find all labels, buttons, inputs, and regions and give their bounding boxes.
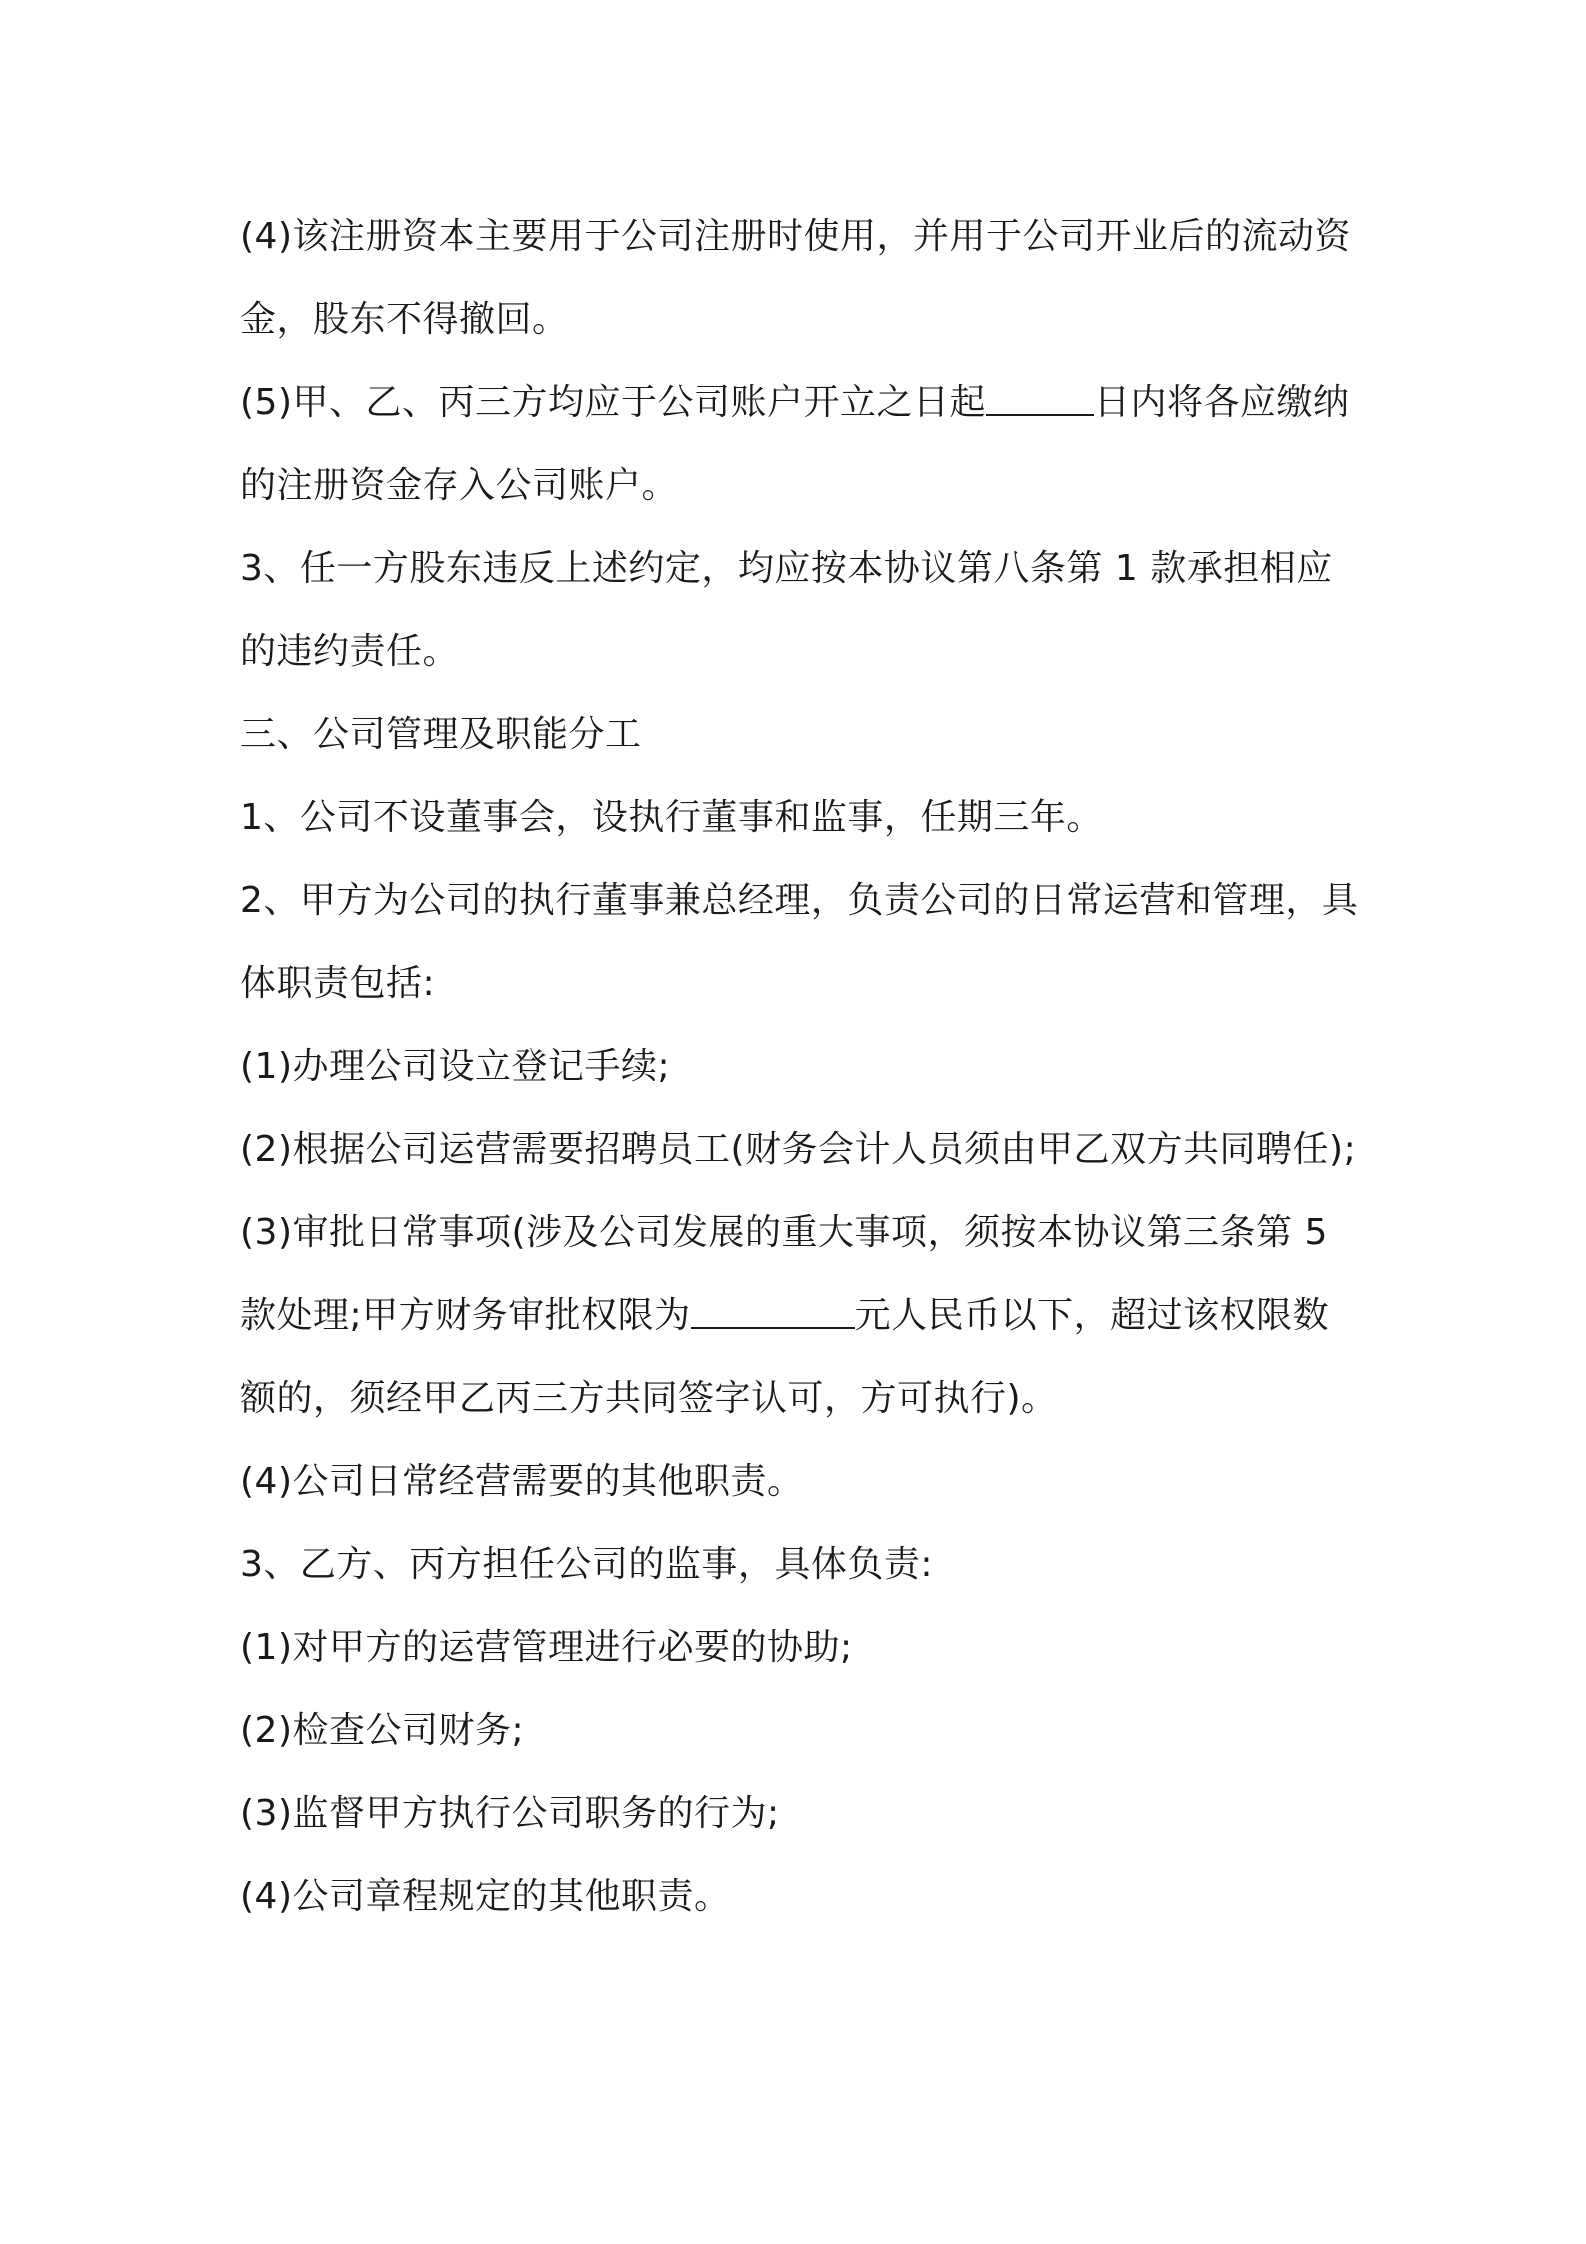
fill-in-blank-days xyxy=(986,384,1094,416)
paragraph-supervisors: 3、乙方、丙方担任公司的监事，具体负责: xyxy=(240,1544,934,1585)
list-item-supervise: (3)监督甲方执行公司职务的行为; xyxy=(240,1793,780,1834)
paragraph-text-before-blank: (5)甲、乙、丙三方均应于公司账户开立之日起 xyxy=(240,382,986,423)
paragraph-text-before-blank: (3)审批日常事项(涉及公司发展的重大事项，须按本协议第三条第 5 款处理;甲方财务审批权限为 xyxy=(240,1212,1328,1336)
list-item-assist: (1)对甲方的运营管理进行必要的协助; xyxy=(240,1627,853,1668)
paragraph-text-after-blank: 元人民币以下，超过该权限数额的，须经甲乙丙三方共同签字认可，方可执行)。 xyxy=(240,1295,1330,1419)
list-item-recruitment: (2)根据公司运营需要招聘员工(财务会计人员须由甲乙双方共同聘任); xyxy=(240,1129,1357,1170)
paragraph-text-after-blank: 日内将各应缴纳的注册资金存入公司账户。 xyxy=(240,382,1350,506)
list-item-charter-duties: (4)公司章程规定的其他职责。 xyxy=(240,1876,731,1917)
paragraph-party-a-duties: 2、甲方为公司的执行董事兼总经理，负责公司的日常运营和管理，具体职责包括: xyxy=(240,880,1359,1004)
paragraph-capital-usage: (4)该注册资本主要用于公司注册时使用，并用于公司开业后的流动资金，股东不得撤回。 xyxy=(240,216,1351,340)
paragraph-no-board: 1、公司不设董事会，设执行董事和监事，任期三年。 xyxy=(240,797,1103,838)
list-item-audit: (2)检查公司财务; xyxy=(240,1710,525,1751)
document-body xyxy=(240,195,1360,1938)
paragraph-capital-deposit xyxy=(240,361,1360,527)
paragraph-breach-liability: 3、任一方股东违反上述约定，均应按本协议第八条第 1 款承担相应的违约责任。 xyxy=(240,548,1333,672)
fill-in-blank-amount xyxy=(691,1297,855,1329)
list-item-registration: (1)办理公司设立登记手续; xyxy=(240,1046,671,1087)
list-item-approval xyxy=(240,1191,1360,1440)
section-heading-management: 三、公司管理及职能分工 xyxy=(240,714,642,755)
list-item-other-duties: (4)公司日常经营需要的其他职责。 xyxy=(240,1461,804,1502)
